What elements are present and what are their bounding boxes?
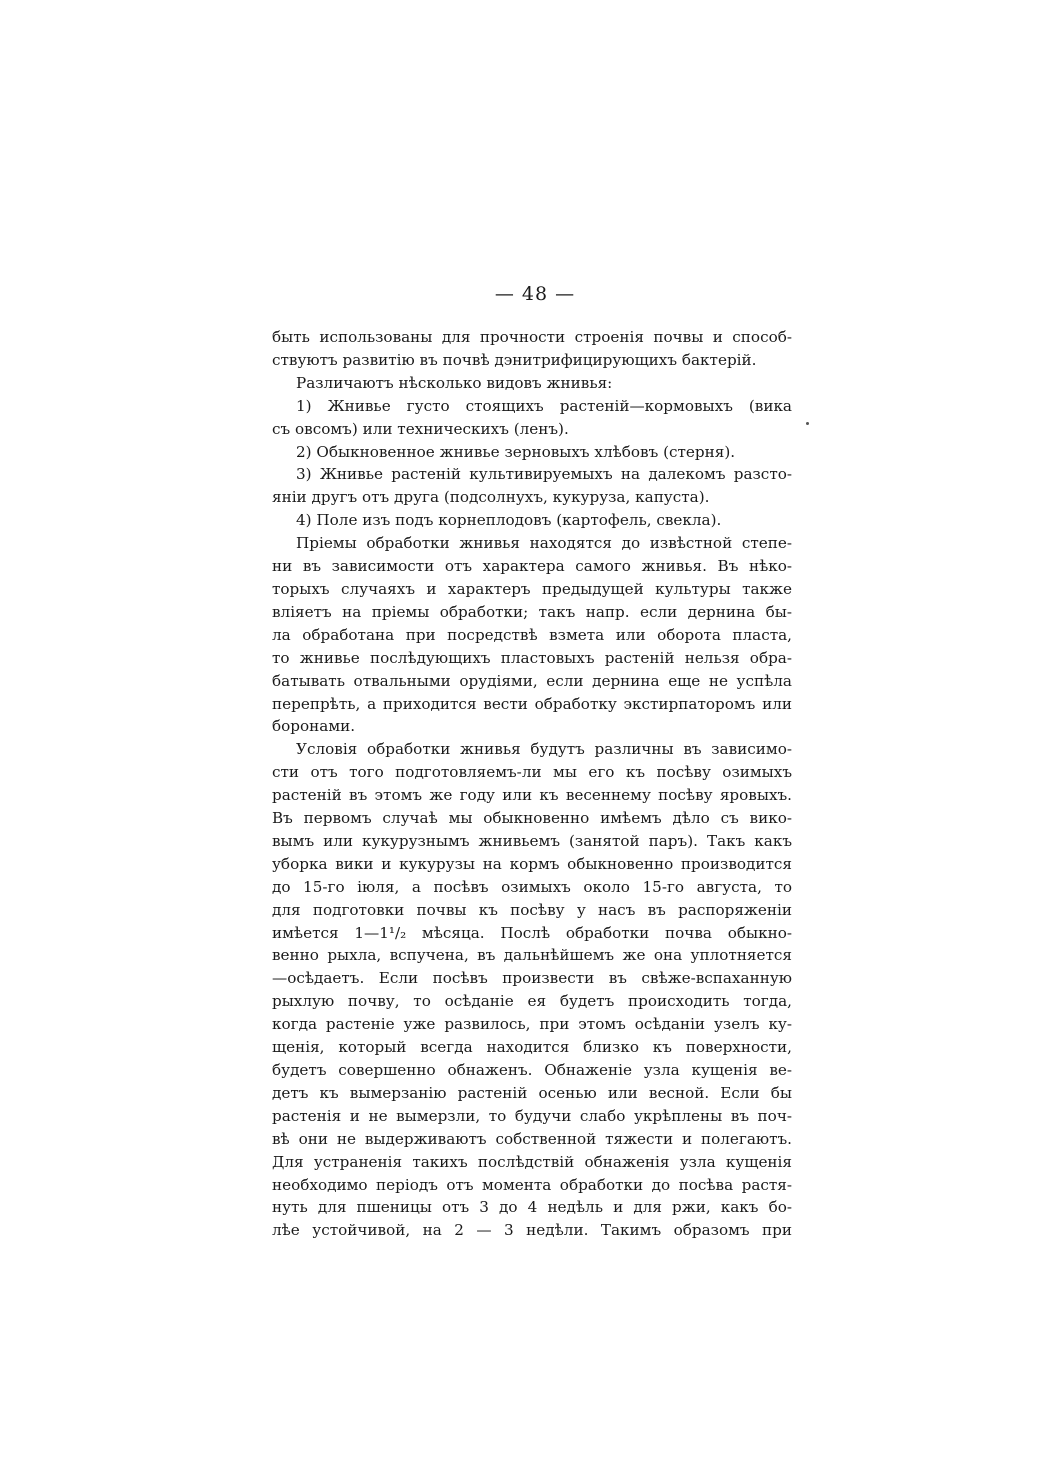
text-line: до 15-го іюля, а посѣвъ озимыхъ около 15-го августа, то [272, 877, 792, 896]
text-line: ла обработана при посредствѣ взмета или оборота пласта, [272, 625, 792, 644]
text-line: яніи другъ отъ друга (подсолнухъ, кукуруза, капуста). [272, 488, 710, 507]
text-line: щенія, который всегда находится близко къ поверхности, [272, 1038, 792, 1057]
text-line: то жнивье послѣдующихъ пластовыхъ растеній нельзя обра- [272, 648, 792, 667]
text-line: батывать отвальными орудіями, если дернина еще не успѣла [272, 671, 792, 690]
text-line: Различаютъ нѣсколько видовъ жнивья: [296, 373, 613, 392]
text-line: имѣется 1—1¹/₂ мѣсяца. Послѣ обработки почва обыкно- [272, 923, 792, 942]
text-line: Въ первомъ случаѣ мы обыкновенно имѣемъ дѣло съ вико- [272, 809, 792, 828]
text-line: сти отъ того подготовляемъ-ли мы его къ посѣву озимыхъ [272, 763, 792, 782]
text-line: рыхлую почву, то осѣданіе ея будетъ происходить тогда, [272, 992, 792, 1011]
text-line: вѣ они не выдерживаютъ собственной тяжести и полегаютъ. [272, 1129, 792, 1148]
page-number: — 48 — [494, 283, 576, 305]
text-line: растеній въ этомъ же году или къ весеннему посѣву яровыхъ. [272, 786, 792, 805]
text-line: торыхъ случаяхъ и характеръ предыдущей культуры также [272, 579, 792, 598]
text-line: вымъ или кукурузнымъ жнивьемъ (занятой паръ). Такъ какъ [272, 831, 792, 850]
text-line: 3) Жнивье растеній культивируемыхъ на далекомъ разсто- [296, 465, 792, 484]
text-line: растенія и не вымерзли, то будучи слабо укрѣплены въ поч- [272, 1106, 792, 1125]
text-line: ствуютъ развитію въ почвѣ дэнитрифицирующихъ бактерій. [272, 350, 757, 369]
text-line: детъ къ вымерзанію растеній осенью или весной. Если бы [272, 1083, 792, 1102]
text-line: Для устраненія такихъ послѣдствій обнаженія узла кущенія [272, 1152, 792, 1171]
text-line: когда растеніе уже развилось, при этомъ осѣданіи узелъ ку- [272, 1015, 792, 1034]
text-line: Условія обработки жнивья будутъ различны въ зависимо- [296, 740, 792, 759]
text-line: 4) Поле изъ подъ корнеплодовъ (картофель, свекла). [296, 511, 722, 530]
text-line: 1) Жнивье густо стоящихъ растеній—кормовыхъ (вика [296, 396, 792, 415]
text-line: для подготовки почвы къ посѣву у насъ въ распоряженіи [272, 900, 792, 919]
text-line: боронами. [272, 717, 356, 736]
text-line: —осѣдаетъ. Если посѣвъ произвести въ свѣже-вспаханную [272, 969, 792, 988]
ink-speck [806, 422, 809, 425]
text-line: венно рыхла, вспучена, въ дальнѣйшемъ же она уплотняется [272, 946, 792, 965]
text-line: вліяетъ на пріемы обработки; такъ напр. если дернина бы- [272, 602, 792, 621]
text-line: уборка вики и кукурузы на кормъ обыкновенно производится [272, 854, 792, 873]
text-line: нуть для пшеницы отъ 3 до 4 недѣль и для ржи, какъ бо- [272, 1198, 792, 1217]
text-line: перепрѣть, а приходится вести обработку экстирпаторомъ или [272, 694, 792, 713]
text-line: 2) Обыкновенное жнивье зерновыхъ хлѣбовъ (стерня). [296, 442, 736, 461]
text-line: необходимо періодъ отъ момента обработки до посѣва растя- [272, 1175, 792, 1194]
body-text [272, 326, 792, 1242]
text-line: будетъ совершенно обнаженъ. Обнаженіе узла кущенія ве- [272, 1061, 792, 1079]
text-line: Пріемы обработки жнивья находятся до извѣстной степе- [296, 534, 792, 553]
text-line: съ овсомъ) или техническихъ (ленъ). [272, 419, 569, 438]
text-line: лѣе устойчивой, на 2 — 3 недѣли. Такимъ образомъ при [272, 1221, 792, 1240]
text-line: ни въ зависимости отъ характера самого жнивья. Въ нѣко- [272, 557, 792, 576]
text-line: быть использованы для прочности строенія почвы и способ- [272, 328, 792, 346]
